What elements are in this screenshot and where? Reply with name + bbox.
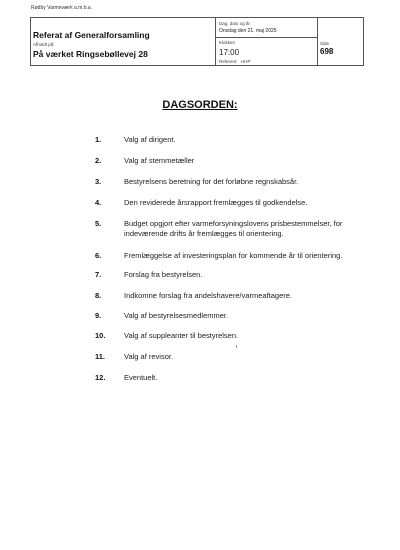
page-label: Side <box>320 41 330 46</box>
agenda-item-number: 6. <box>95 251 102 260</box>
agenda-item-number: 5. <box>95 219 102 228</box>
agenda-item-number: 12. <box>95 373 106 382</box>
agenda-item-text: Indkomne forslag fra andelshavere/varmeaftagere. <box>124 291 293 300</box>
header-page-cell <box>318 18 365 65</box>
agenda-item-number: 11. <box>95 352 106 361</box>
meeting-date: Onsdag den 21. maj 2025 <box>219 28 277 34</box>
date-label: Dag, dato og år <box>219 21 251 26</box>
agenda-heading: DAGSORDEN: <box>162 99 238 111</box>
time-label: Klokken <box>219 40 236 45</box>
document-title: Referat af Generalforsamling <box>33 30 150 40</box>
scan-artifact <box>236 345 237 348</box>
referent-value: HHP <box>241 59 251 64</box>
referent-label: Referent: <box>219 59 238 64</box>
agenda-item-number: 1. <box>95 135 102 144</box>
agenda-item-text: Valg af dirigent. <box>124 135 176 144</box>
agenda-item-text: Eventuelt. <box>124 373 158 382</box>
agenda-item-text: Den reviderede årsrapport fremlægges til godkendelse. <box>124 198 308 207</box>
location-label: Afholdt på: <box>33 42 55 47</box>
agenda-item-number: 9. <box>95 311 102 320</box>
agenda-item-text: Valg af suppleanter til bestyrelsen. <box>124 331 239 340</box>
meeting-location: På værket Ringsebøllevej 28 <box>33 49 148 59</box>
agenda-item-number: 2. <box>95 156 102 165</box>
agenda-item-text: Fremlæggelse af investeringsplan for kommende år til orientering. <box>124 251 343 260</box>
header-title-cell <box>31 18 216 65</box>
agenda-item-number: 10. <box>95 331 106 340</box>
document-header <box>30 17 364 66</box>
page-number: 698 <box>320 47 334 56</box>
agenda-item-text: Budget opgjort efter varmeforsyningslovens prisbestemmelser, for indeværende drifts år fremlægges til orientering. <box>124 219 343 238</box>
header-datetime-cell <box>216 18 318 65</box>
agenda-item-text: Bestyrelsens beretning for det forløbne regnskabsår. <box>124 177 299 186</box>
agenda-item-number: 7. <box>95 270 102 279</box>
agenda-item-number: 3. <box>95 177 102 186</box>
date-cell <box>216 18 317 38</box>
agenda-item-text: Forslag fra bestyrelsen. <box>124 270 203 279</box>
meeting-time: 17:00 <box>219 48 240 57</box>
agenda-item-number: 4. <box>95 198 102 207</box>
organization-name: Rødby Varmeværk a.m.b.a. <box>31 5 93 11</box>
agenda-item-text: Valg af bestyrelsesmedlemmer. <box>124 311 229 320</box>
agenda-item-number: 8. <box>95 291 102 300</box>
agenda-item-text: Valg af revisor. <box>124 352 174 361</box>
agenda-item-text: Valg af stemmetæller <box>124 156 195 165</box>
